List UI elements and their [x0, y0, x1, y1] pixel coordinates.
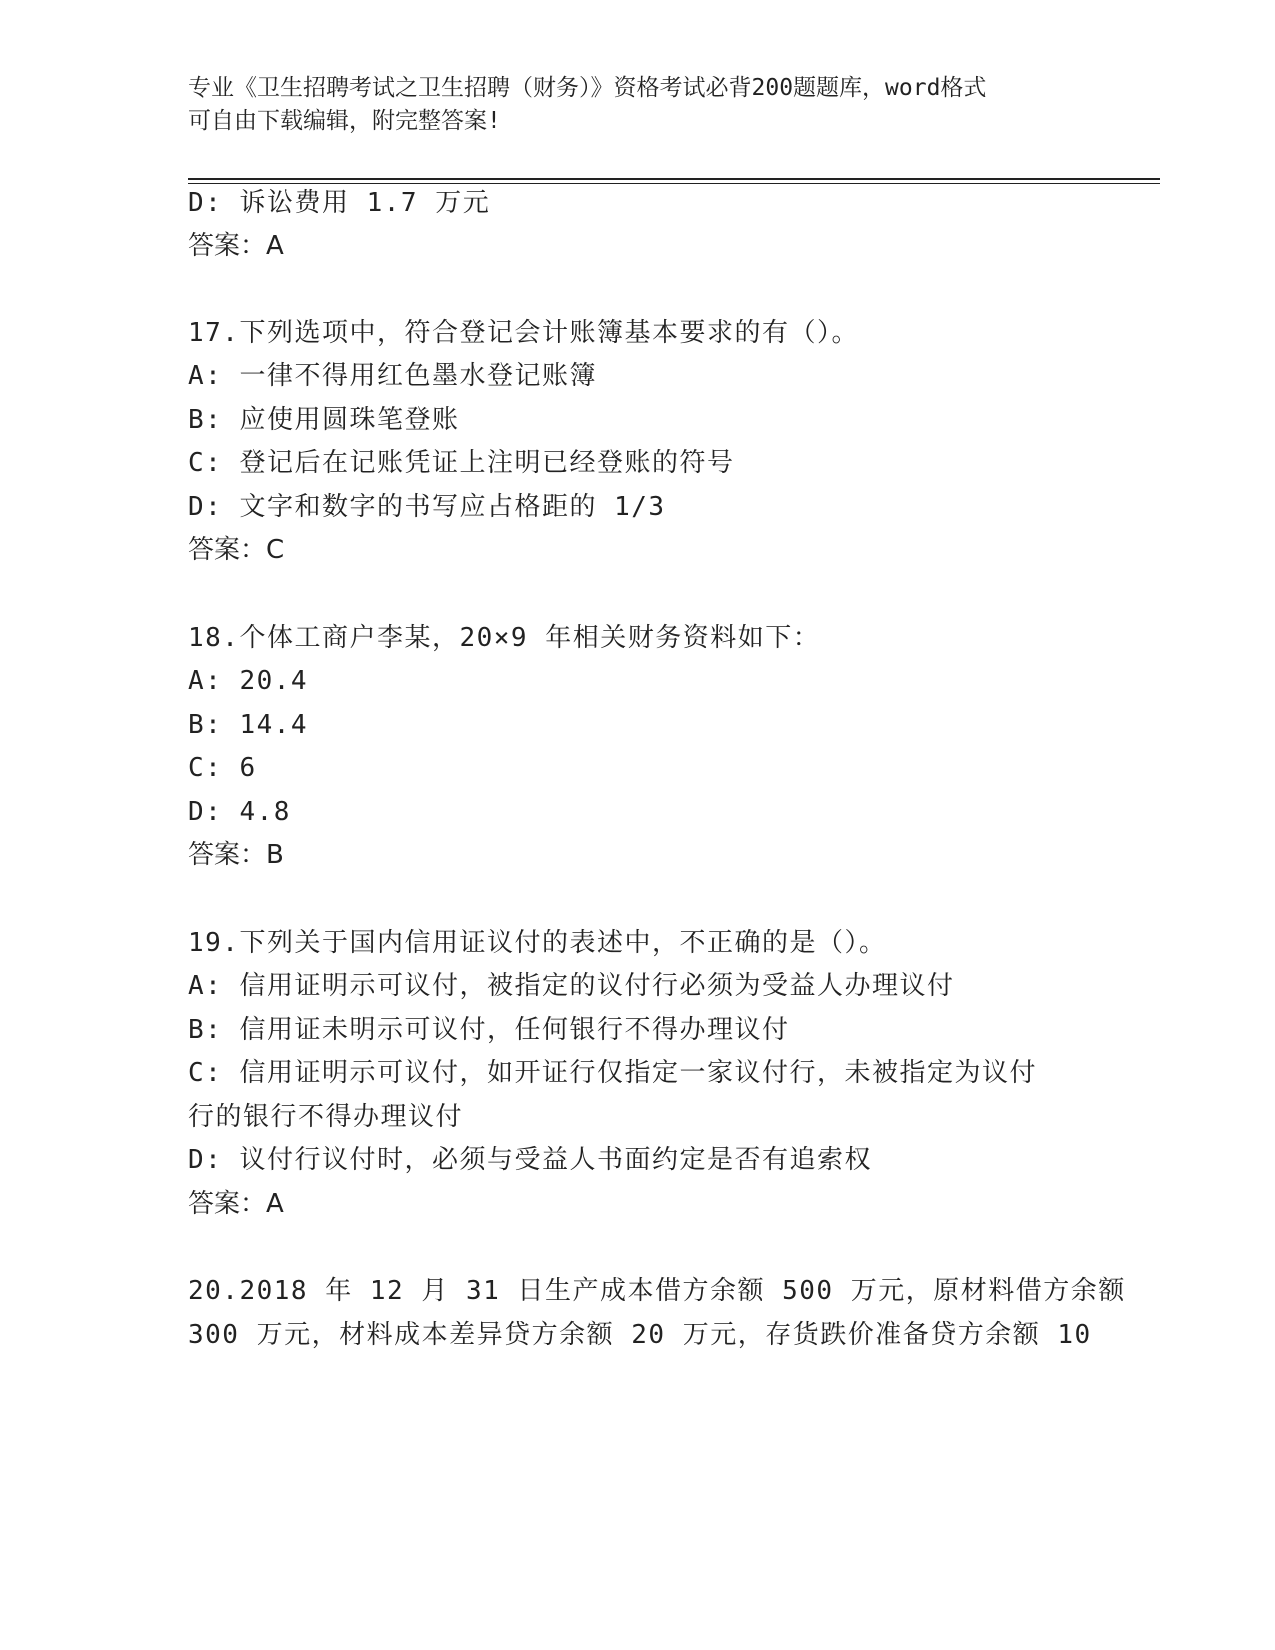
q19-option-b: B: 信用证未明示可议付，任何银行不得办理议付 — [188, 1015, 790, 1045]
q19-option-d: D: 议付行议付时，必须与受益人书面约定是否有追索权 — [188, 1145, 872, 1175]
header-divider-thick — [188, 178, 1160, 180]
prev-answer: 答案：A — [188, 231, 284, 261]
q19-answer: 答案：A — [188, 1189, 284, 1219]
q18-option-a: A: 20.4 — [188, 666, 309, 696]
header-line-2: 可自由下载编辑，附完整答案! — [188, 108, 501, 134]
q17-option-c: C: 登记后在记账凭证上注明已经登账的符号 — [188, 448, 735, 478]
q17-stem: 17.下列选项中，符合登记会计账簿基本要求的有（）。 — [188, 318, 859, 348]
q19-option-c-line2: 行的银行不得办理议付 — [188, 1102, 464, 1132]
q17-option-d: D: 文字和数字的书写应占格距的 1/3 — [188, 492, 666, 522]
q17-option-b: B: 应使用圆珠笔登账 — [188, 405, 460, 435]
q19-stem: 19.下列关于国内信用证议付的表述中，不正确的是（）。 — [188, 928, 887, 958]
q19-option-c-line1: C: 信用证明示可议付，如开证行仅指定一家议付行，未被指定为议付 — [188, 1058, 1037, 1088]
q17-answer: 答案：C — [188, 535, 285, 565]
q18-answer: 答案：B — [188, 840, 284, 870]
q18-option-b: B: 14.4 — [188, 710, 309, 740]
q18-option-c: C: 6 — [188, 753, 257, 783]
header-divider-thin — [188, 183, 1160, 184]
q19-option-a: A: 信用证明示可议付，被指定的议付行必须为受益人办理议付 — [188, 971, 955, 1001]
document-header — [188, 72, 1068, 138]
q17-option-a: A: 一律不得用红色墨水登记账簿 — [188, 361, 597, 391]
q18-option-d: D: 4.8 — [188, 797, 291, 827]
q20-stem-line2: 300 万元，材料成本差异贷方余额 20 万元，存货跌价准备贷方余额 10 — [188, 1320, 1092, 1350]
header-line-1: 专业《卫生招聘考试之卫生招聘（财务）》资格考试必背200题题库，word格式 — [188, 75, 987, 101]
q20-stem-line1: 20.2018 年 12 月 31 日生产成本借方余额 500 万元，原材料借方余额 — [188, 1276, 1126, 1306]
q18-stem: 18.个体工商户李某，20×9 年相关财务资料如下： — [188, 623, 821, 653]
prev-option-d: D: 诉讼费用 1.7 万元 — [188, 188, 491, 218]
